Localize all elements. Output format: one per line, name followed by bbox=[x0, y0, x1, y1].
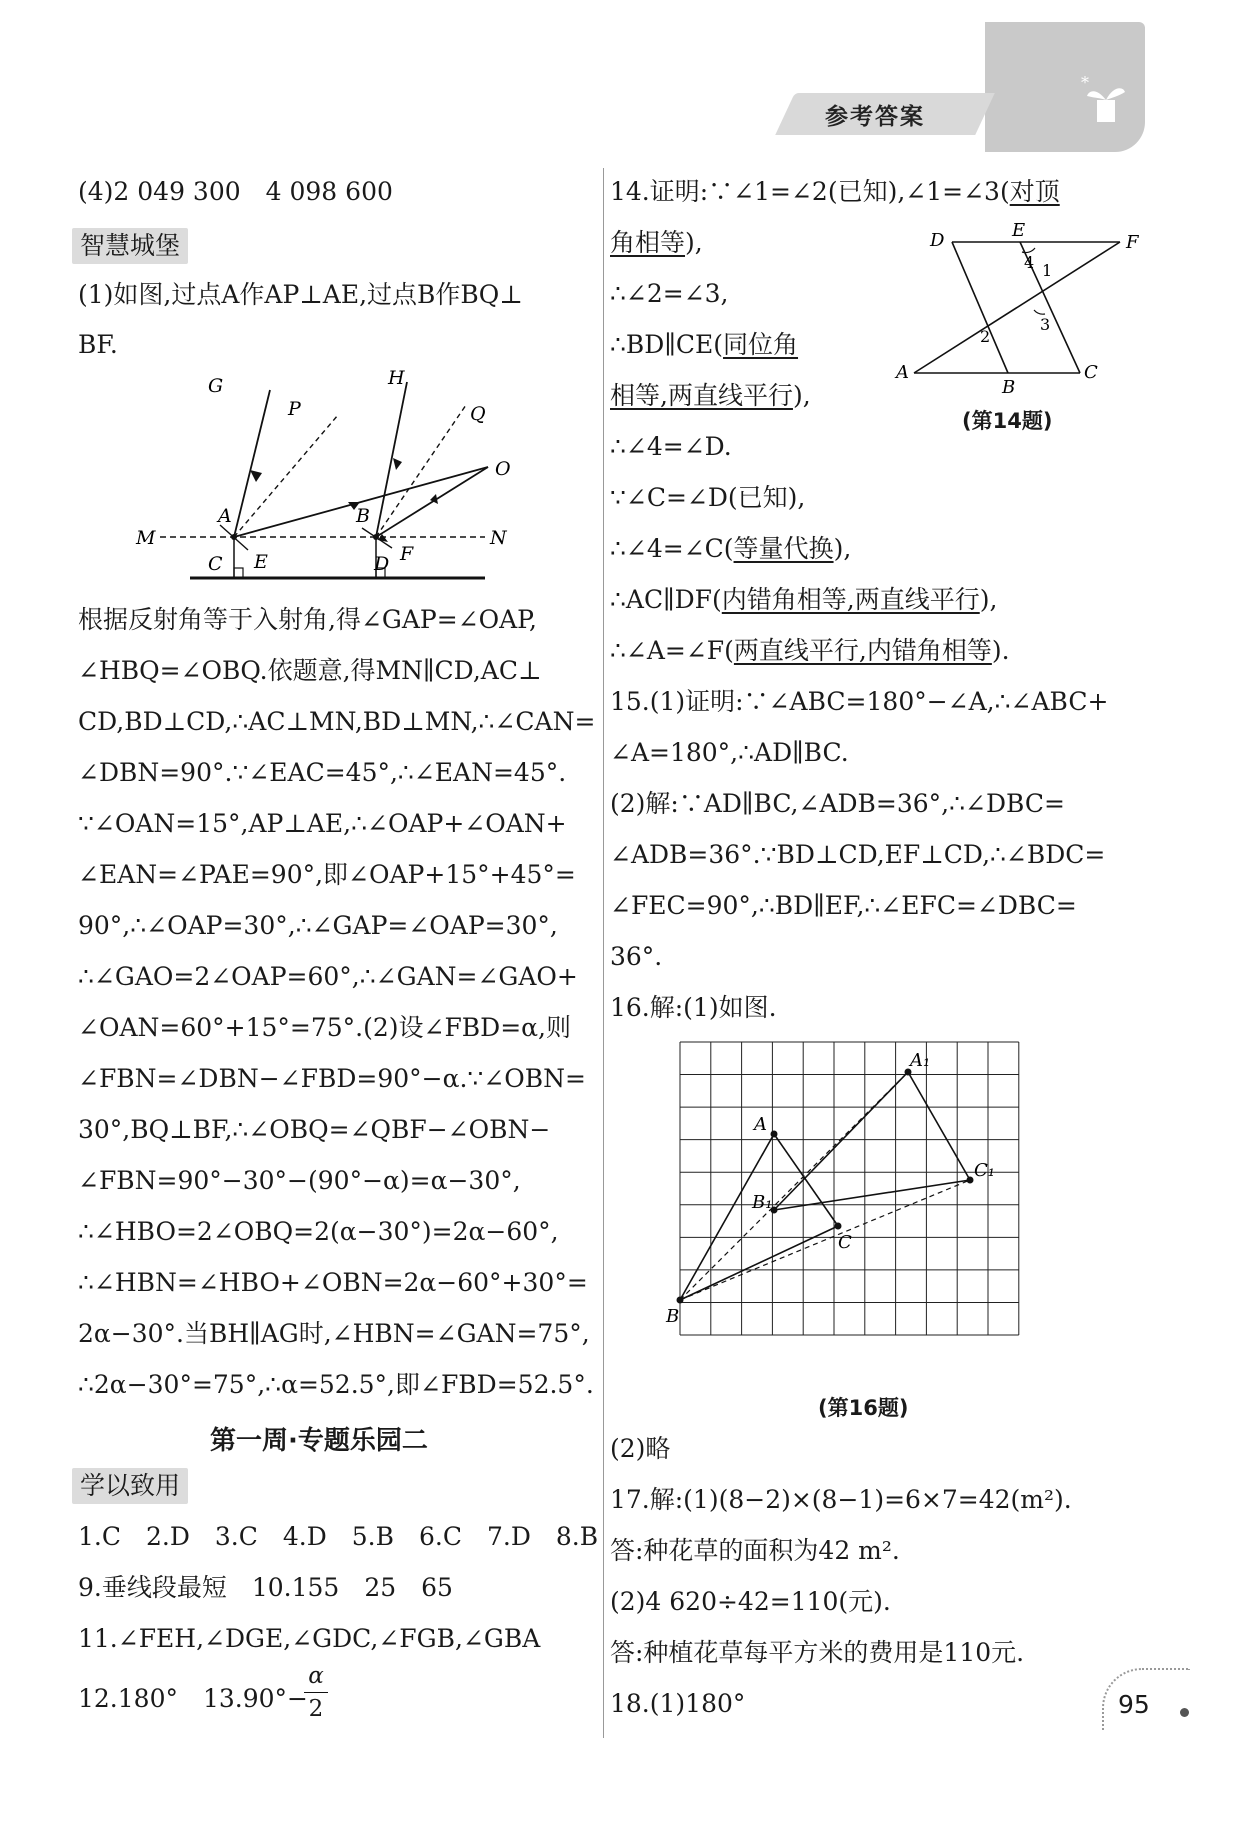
answer-line: 11.∠FEH,∠DGE,∠GDC,∠FGB,∠GBA bbox=[78, 1624, 541, 1653]
text-line: 角相等), bbox=[610, 228, 703, 257]
text-line: ∴∠HBN=∠HBO+∠OBN=2α−60°+30°= bbox=[78, 1268, 588, 1297]
fraction-numerator: α bbox=[308, 1663, 324, 1689]
text-line: (2)略 bbox=[610, 1434, 671, 1463]
fig-label: Q bbox=[470, 403, 486, 425]
svg-text:B: B bbox=[1002, 377, 1016, 398]
text-line: ∴∠4=∠D. bbox=[610, 432, 732, 461]
svg-text:*: * bbox=[1081, 73, 1089, 92]
week-title: 第一周·专题乐园二 bbox=[210, 1426, 428, 1456]
text-line: ∴∠4=∠C(等量代换), bbox=[610, 534, 852, 563]
text-line: ∠FBN=∠DBN−∠FBD=90°−α.∵∠OBN= bbox=[78, 1064, 586, 1093]
text-line: 17.解:(1)(8−2)×(8−1)=6×7=42(m²). bbox=[610, 1485, 1072, 1514]
fraction-denominator: 2 bbox=[308, 1696, 324, 1722]
fig-label: B bbox=[356, 505, 370, 527]
fig-label: O bbox=[495, 458, 511, 480]
text-line: CD,BD⊥CD,∴AC⊥MN,BD⊥MN,∴∠CAN= bbox=[78, 707, 596, 736]
fig-label: N bbox=[490, 527, 507, 549]
text-line: (1)如图,过点A作AP⊥AE,过点B作BQ⊥ bbox=[78, 280, 523, 309]
text-line: ∠DBN=90°.∵∠EAC=45°,∴∠EAN=45°. bbox=[78, 758, 567, 787]
text-line: 30°,BQ⊥BF,∴∠OBQ=∠QBF−∠OBN− bbox=[78, 1115, 551, 1144]
reflection-figure bbox=[136, 367, 530, 590]
text-line: BF. bbox=[78, 330, 118, 359]
page-dot-icon bbox=[1180, 1708, 1189, 1717]
figure-14-caption: (第14题) bbox=[962, 409, 1053, 433]
svg-text:D: D bbox=[930, 230, 945, 251]
text-line: ∴∠HBO=2∠OBQ=2(α−30°)=2α−60°, bbox=[78, 1217, 559, 1246]
text-line: (2)解:∵AD∥BC,∠ADB=36°,∴∠DBC= bbox=[610, 789, 1065, 818]
text-line: ∵∠OAN=15°,AP⊥AE,∴∠OAP+∠OAN+ bbox=[78, 809, 567, 838]
answer-line: 9.垂线段最短 10.155 25 65 bbox=[78, 1573, 453, 1602]
text-line: ∴BD∥CE(同位角 bbox=[610, 330, 799, 359]
svg-text:2: 2 bbox=[980, 327, 991, 346]
text-line: 根据反射角等于入射角,得∠GAP=∠OAP, bbox=[78, 605, 537, 634]
text-line: 答:种花草的面积为42 m². bbox=[610, 1536, 900, 1565]
answer-line: 12.180° 13.90°− bbox=[78, 1684, 308, 1713]
text-line: 90°,∴∠OAP=30°,∴∠GAP=∠OAP=30°, bbox=[78, 911, 558, 940]
text-line: ∵∠C=∠D(已知), bbox=[610, 483, 806, 512]
answer-line: 1.C 2.D 3.C 4.D 5.B 6.C 7.D 8.B bbox=[78, 1522, 599, 1551]
fig-label: C bbox=[208, 553, 223, 575]
column-divider bbox=[603, 168, 604, 1738]
text-line: ∴2α−30°=75°,∴α=52.5°,即∠FBD=52.5°. bbox=[78, 1370, 594, 1399]
text-line: ∴∠GAO=2∠OAP=60°,∴∠GAN=∠GAO+ bbox=[78, 962, 578, 991]
svg-text:F: F bbox=[1126, 232, 1139, 253]
svg-text:C: C bbox=[1084, 362, 1098, 383]
text-line: ∠HBQ=∠OBQ.依题意,得MN∥CD,AC⊥ bbox=[78, 656, 542, 685]
svg-text:4: 4 bbox=[1024, 253, 1035, 272]
fraction bbox=[304, 1662, 328, 1723]
svg-text:B: B bbox=[666, 1306, 680, 1327]
fig-label: M bbox=[136, 527, 156, 549]
text-line: 相等,两直线平行), bbox=[610, 381, 811, 410]
text-line: ∴∠A=∠F(两直线平行,内错角相等). bbox=[610, 636, 1010, 665]
page-number: 95 bbox=[1118, 1690, 1150, 1719]
svg-text:A: A bbox=[896, 362, 909, 383]
fig-label: G bbox=[208, 375, 224, 397]
fig-label: P bbox=[288, 398, 301, 420]
svg-text:C: C bbox=[838, 1232, 852, 1253]
text-line: 36°. bbox=[610, 942, 663, 971]
text-line: ∠ADB=36°.∵BD⊥CD,EF⊥CD,∴∠BDC= bbox=[610, 840, 1106, 869]
text-line: 答:种植花草每平方米的费用是110元. bbox=[610, 1638, 1025, 1667]
svg-text:C₁: C₁ bbox=[974, 1160, 995, 1181]
fig-label: F bbox=[400, 543, 414, 565]
plant-icon bbox=[1075, 70, 1135, 130]
fig-label: A bbox=[218, 505, 232, 527]
svg-text:A₁: A₁ bbox=[910, 1050, 931, 1071]
svg-text:A: A bbox=[754, 1114, 767, 1135]
figure-16-caption: (第16题) bbox=[818, 1396, 909, 1420]
figure-16-grid bbox=[660, 1030, 1080, 1380]
svg-text:1: 1 bbox=[1042, 261, 1053, 280]
text-line: ∴AC∥DF(内错角相等,两直线平行), bbox=[610, 585, 998, 614]
svg-text:E: E bbox=[1012, 220, 1026, 241]
svg-text:3: 3 bbox=[1040, 315, 1051, 334]
text-line: 16.解:(1)如图. bbox=[610, 993, 777, 1022]
text-line: ∠EAN=∠PAE=90°,即∠OAP+15°+45°= bbox=[78, 860, 576, 889]
section-title-xueyizhiyong: 学以致用 bbox=[72, 1468, 188, 1504]
text-line: 2α−30°.当BH∥AG时,∠HBN=∠GAN=75°, bbox=[78, 1319, 590, 1348]
text-line: ∴∠2=∠3, bbox=[610, 279, 729, 308]
text-line: ∠A=180°,∴AD∥BC. bbox=[610, 738, 849, 767]
text-line: ∠FBN=90°−30°−(90°−α)=α−30°, bbox=[78, 1166, 521, 1195]
fig-label: D bbox=[374, 553, 390, 575]
header-title: 参考答案 bbox=[825, 104, 925, 130]
text-line: ∠FEC=90°,∴BD∥EF,∴∠EFC=∠DBC= bbox=[610, 891, 1077, 920]
text-line: 18.(1)180° bbox=[610, 1689, 746, 1718]
section-title-zhihui: 智慧城堡 bbox=[72, 228, 188, 264]
fig-label: H bbox=[388, 367, 405, 389]
answer-line: (4)2 049 300 4 098 600 bbox=[78, 177, 393, 206]
svg-text:B₁: B₁ bbox=[752, 1192, 773, 1213]
figure-14 bbox=[890, 218, 1150, 398]
text-line: (2)4 620÷42=110(元). bbox=[610, 1587, 891, 1616]
fig-label: E bbox=[254, 551, 268, 573]
text-line: ∠OAN=60°+15°=75°.(2)设∠FBD=α,则 bbox=[78, 1013, 571, 1042]
text-line: 14.证明:∵∠1=∠2(已知),∠1=∠3(对顶 bbox=[610, 177, 1060, 206]
text-line: 15.(1)证明:∵∠ABC=180°−∠A,∴∠ABC+ bbox=[610, 687, 1109, 716]
